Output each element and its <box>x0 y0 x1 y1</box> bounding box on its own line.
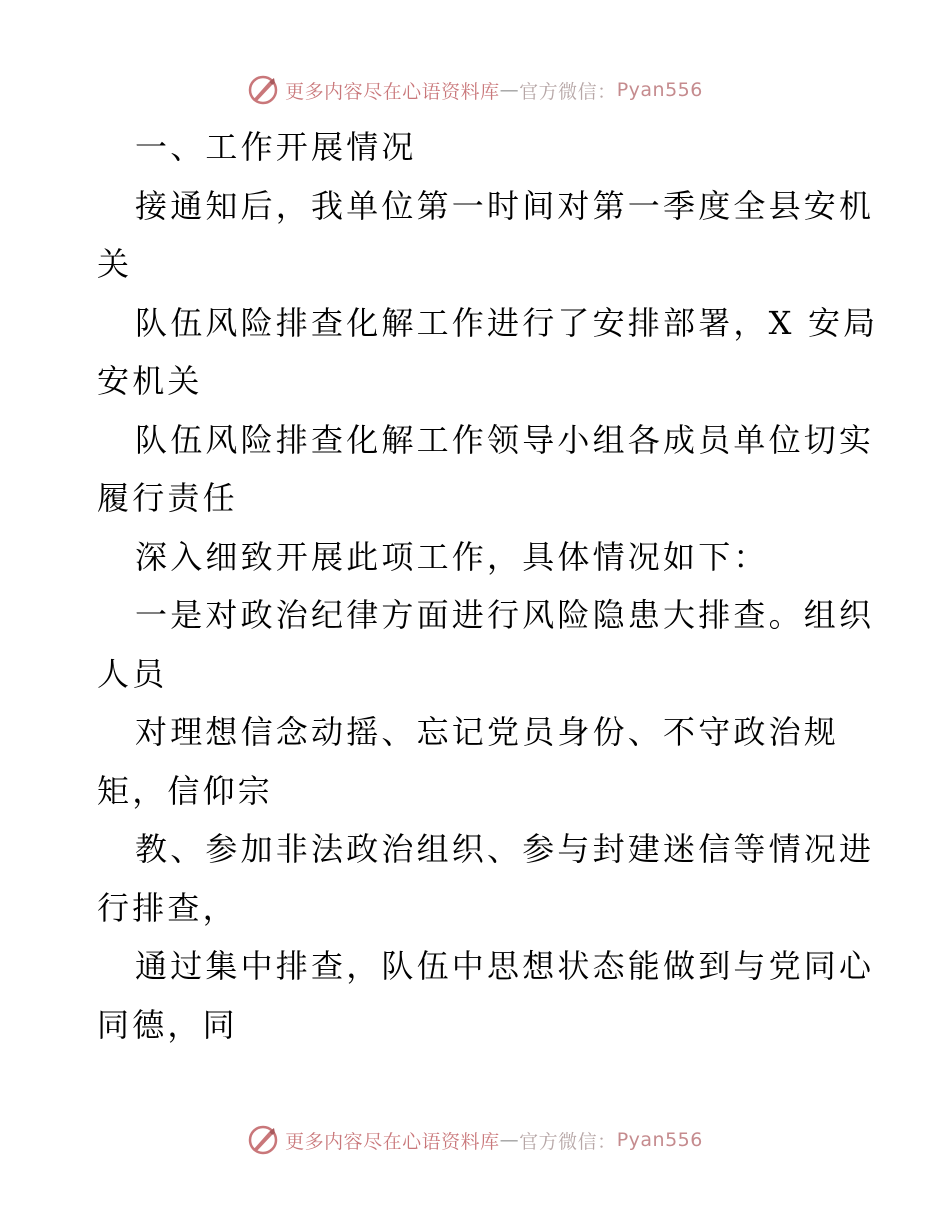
watermark-separator: — <box>499 79 520 101</box>
text-line: 队伍风险排查化解工作进行了安排部署，X 安局 <box>135 303 879 342</box>
document-body <box>97 118 879 1054</box>
footer-watermark <box>0 1120 950 1160</box>
text-line: 履行责任 <box>97 479 238 517</box>
watermark-separator: — <box>499 1129 520 1151</box>
text-line: 队伍风险排查化解工作领导小组各成员单位切实 <box>135 420 875 459</box>
text-line: 关 <box>97 245 133 283</box>
text-line: 同德，同 <box>97 1005 238 1044</box>
quill-pen-logo-icon <box>247 1124 279 1156</box>
text-line: 通过集中排查，队伍中思想状态能做到与党同心 <box>135 947 875 985</box>
text-line: 一、工作开展情况 <box>135 128 417 166</box>
text-line: 接通知后，我单位第一时间对第一季度全县安机 <box>135 186 875 225</box>
watermark-handle: Pyan556 <box>616 79 703 101</box>
watermark-contact-label: 官方微信： <box>519 1130 617 1153</box>
text-line: 人员 <box>97 654 168 693</box>
header-watermark <box>0 70 950 110</box>
watermark-brand: 更多内容尽在心语资料库 <box>285 80 500 103</box>
text-line: 一是对政治纪律方面进行风险隐患大排查。组织 <box>135 596 875 634</box>
watermark-brand: 更多内容尽在心语资料库 <box>285 1130 500 1153</box>
text-line: 教、参加非法政治组织、参与封建迷信等情况进 <box>135 830 875 868</box>
text-line: 对理想信念动摇、忘记党员身份、不守政治规 <box>135 713 840 751</box>
watermark-handle: Pyan556 <box>616 1129 703 1151</box>
text-line: 安机关 <box>97 362 203 400</box>
text-line: 矩，信仰宗 <box>97 771 274 810</box>
text-line: 行排查， <box>97 888 238 927</box>
quill-pen-logo-icon <box>247 74 279 106</box>
text-line: 深入细致开展此项工作，具体情况如下： <box>135 537 769 576</box>
watermark-contact-label: 官方微信： <box>519 80 617 103</box>
